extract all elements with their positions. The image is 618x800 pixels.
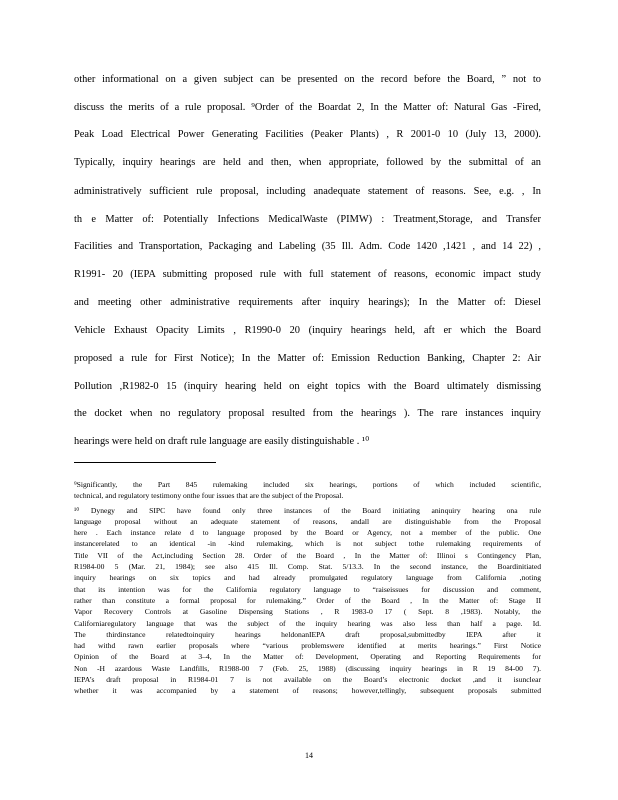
footnote-line: rather than constitute a formal proposal for rulemaking.” Order of the Board , In the Matter of: Stage II	[74, 596, 541, 605]
body-text-line: hearings were held on draft rule language are easily distinguishable . ¹⁰	[74, 436, 370, 447]
footnote-line: had withd rawn earlier proposals where “various problemswere identified at merits hearings.” First Notice	[74, 641, 541, 650]
body-text-line: the docket when no regulatory proposal resulted from the hearings ). The rare instances inquiry	[74, 408, 541, 419]
footnote-line: Californiaregulatory language that was the subject of the inquiry hearing was also less than half a page. Id.	[74, 619, 541, 628]
body-text-line: proposed a rule for First Notice); In the Matter of: Emission Reduction Banking, Chapter 2: Air	[74, 353, 541, 364]
footnote-line: R1984-00 5 (Mar. 21, 1984); see also 415 Ill. Comp. Stat. 5/13.3. In the second instance, the Boardinitiated	[74, 562, 541, 571]
body-text-line: Facilities and Transportation, Packaging and Labeling (35 Ill. Adm. Code 1420 ,1421 , and 14 22) ,	[74, 241, 541, 252]
body-text-line: discuss the merits of a rule proposal. ⁹Order of the Boardat 2, In the Matter of: Natural Gas -Fired,	[74, 102, 541, 113]
footnote-line: Title VII of the Act,including Section 28. Order of the Board , In the Matter of: Illinoi s Contingency Plan,	[74, 551, 541, 560]
footnote-line: Opinion of the Board at 3–4, In the Matter of: Development, Operating and Reporting Requirements for	[74, 652, 541, 661]
footnote-line: Non -H azardous Waste Landfills, R1988-00 7 (Feb. 25, 1988) (discussing inquiry hearings in R 19 84-00 7).	[74, 664, 541, 673]
body-text-line: Typically, inquiry hearings are held and then, when appropriate, followed by the submittal of an	[74, 157, 541, 168]
footnote-line: technical, and regulatory testimony onthe four issues that are the subject of the Proposal.	[74, 491, 344, 500]
footnote-line: language proposal without an adequate statement of reasons, andall are distinguishable from the Proposal	[74, 517, 541, 526]
page-number: 14	[305, 751, 313, 760]
body-text-line: administratively sufficient rule proposal, including anadequate statement of reasons. See, e.g. , In	[74, 186, 541, 197]
footnote-line: ¹⁰ Dynegy and SIPC have found only three instances of the Board initiating aninquiry hearing ona rule	[74, 506, 541, 515]
footnote-separator	[74, 462, 216, 463]
footnote-line: instancerelated to an identical -in -kind rulemaking, which is not subject tothe rulemaking requirements of	[74, 539, 541, 548]
body-text-line: th e Matter of: Potentially Infections MedicalWaste (PIMW) : Treatment,Storage, and Transfer	[74, 214, 541, 225]
body-text-line: and meeting other administrative requirements after inquiry hearings); In the Matter of: Diesel	[74, 297, 541, 308]
body-text-line: other informational on a given subject can be presented on the record before the Board, ” not to	[74, 74, 541, 85]
body-text-line: Pollution ,R1982-0 15 (inquiry hearing held on eight topics with the Board ultimately dismissing	[74, 381, 541, 392]
footnote-line: The thirdinstance relatedtoinquiry hearings heldonanIEPA draft proposal,submittedby IEPA after it	[74, 630, 541, 639]
footnote-line: Vapor Recovery Controls at Gasoline Dispensing Stations , R 1983-0 17 ( Sept. 8 ,1983). Notably, the	[74, 607, 541, 616]
body-text-line: Vehicle Exhaust Opacity Limits , R1990-0 20 (inquiry hearings held, aft er which the Board	[74, 325, 541, 336]
footnote-line: that its intention was for the California regulatory language to “raiseissues for discussion and comment,	[74, 585, 541, 594]
footnote-line: whether it was accompanied by a statement of reasons; however,tellingly, subsequent proposals submitted	[74, 686, 541, 695]
body-text-line: Peak Load Electrical Power Generating Facilities (Peaker Plants) , R 2001-0 10 (July 13, 2000).	[74, 129, 541, 140]
footnote-line: ⁹Significantly, the Part 845 rulemaking included six hearings, portions of which included scientific,	[74, 480, 541, 489]
footnote-line: inquiry hearings on six topics and had already promulgated regulatory language from California ,noting	[74, 573, 541, 582]
body-text-line: R1991- 20 (IEPA submitting proposed rule with full statement of reasons, economic impact study	[74, 269, 541, 280]
footnote-line: IEPA’s draft proposal in R1984-01 7 is not available on the Board’s electronic docket ,and it isunclear	[74, 675, 541, 684]
footnote-line: here . Each instance relate d to language proposed by the Board or Agency, not a member of the public. One	[74, 528, 541, 537]
